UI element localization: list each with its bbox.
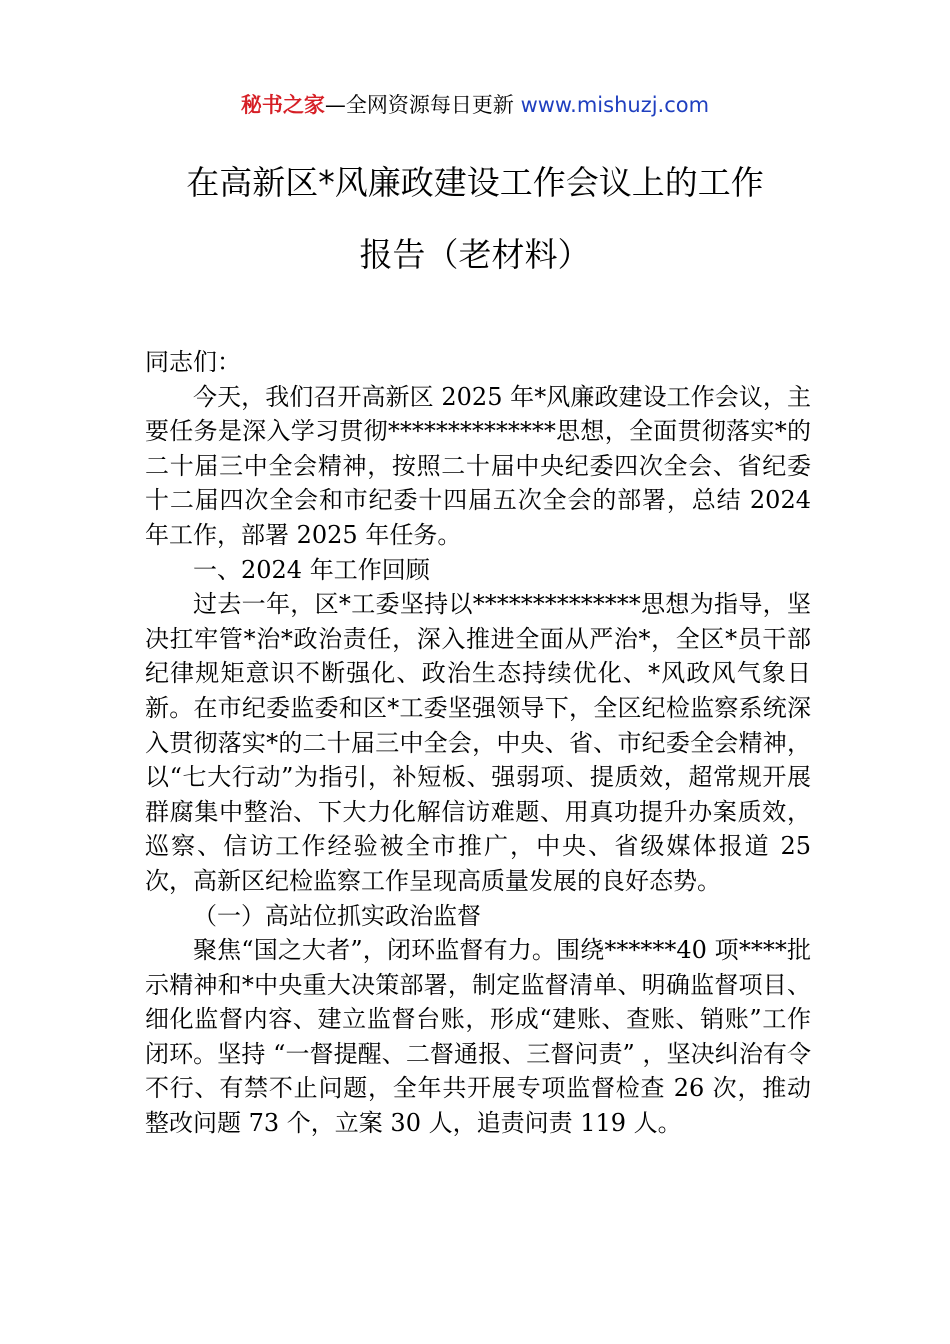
paragraph-supervision: 聚焦“国之大者”，闭环监督有力。围绕******40 项****批示精神和*中央重大决策部署，制定监督清单、明确监督项目、细化监督内容、建立监督台账，形成“建账、查账、销账”工作闭环。坚持 “一督提醒、二督通报、三督问责” ，坚决纠治有令不行、有禁不止问题，全年共开展专项监督检查 26 次，推动整改问题 73 个，立案 30 人，追责问责 119 人。 <box>145 936 811 1138</box>
document-title <box>120 160 830 278</box>
paragraph-review: 过去一年，区*工委坚持以**************思想为指导，坚决扛牢管*治*政治责任，深入推进全面从严治*，全区*员干部纪律规矩意识不断强化、政治生态持续优化、*风政风气象日新。在市纪委监委和区*工委坚强领导下，全区纪检监察系统深入贯彻落实*的二十届三中全会，中央、省、市纪委全会精神，以“七大行动”为指引，补短板、强弱项、提质效，超常规开展群腐集中整治、下大力化解信访难题、用真功提升办案质效，巡察、信访工作经验被全市推广，中央、省级媒体报道 25 次，高新区纪检监察工作呈现高质量发展的良好态势。 <box>145 590 811 895</box>
site-tagline: —全网资源每日更新 <box>324 93 521 117</box>
document-body <box>145 345 811 1141</box>
site-header <box>0 90 950 120</box>
title-line-1: 在高新区*风廉政建设工作会议上的工作 <box>186 163 764 202</box>
paragraph-intro: 今天，我们召开高新区 2025 年*风廉政建设工作会议，主要任务是深入学习贯彻**************思想，全面贯彻落实*的二十届三中全会精神，按照二十届中央纪委四次全会、省纪委十二届四次全会和市纪委十四届五次全会的部署，总结 2024 年工作，部署 2025 年任务。 <box>145 382 811 549</box>
salutation: 同志们： <box>145 348 241 376</box>
site-brand: 秘书之家 <box>240 93 325 117</box>
site-url-link[interactable]: www.mishuzj.com <box>520 93 710 117</box>
title-line-2: 报告（老材料） <box>359 235 591 274</box>
subsection-heading: （一）高站位抓实政治监督 <box>193 901 481 930</box>
section-heading: 一、2024 年工作回顾 <box>193 555 430 584</box>
